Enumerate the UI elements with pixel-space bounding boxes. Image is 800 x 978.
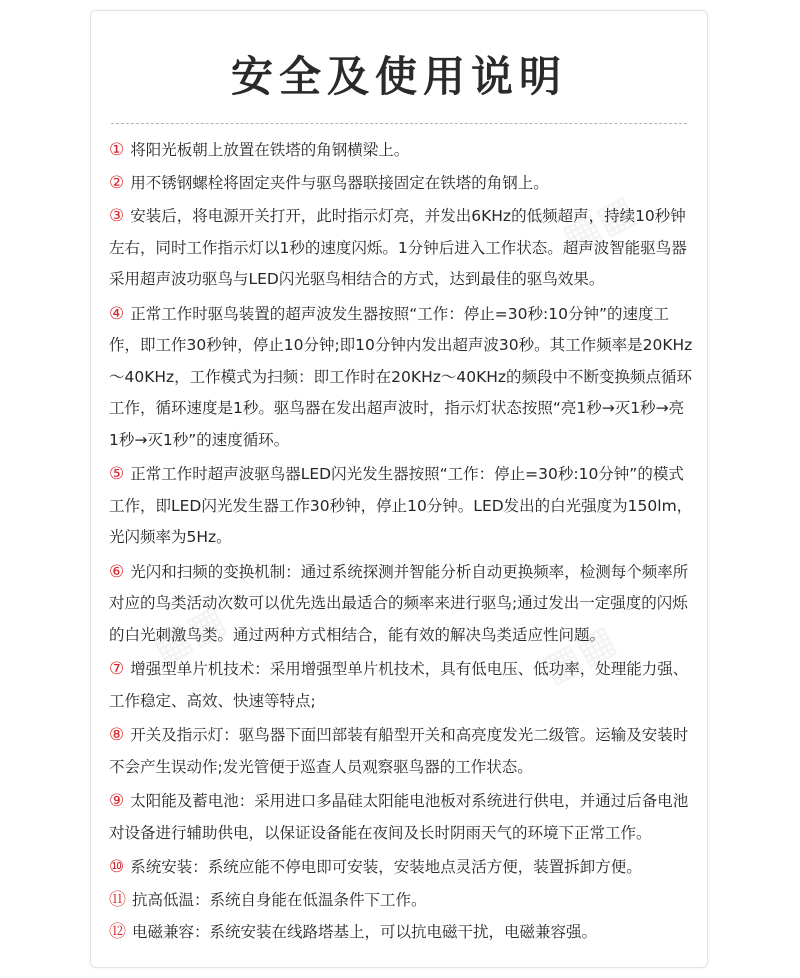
item-text: 安装后，将电源开关打开，此时指示灯亮，并发出6KHz的低频超声，持续10秒钟左右，同时工作指示灯以1秒的速度闪烁。1分钟后进入工作状态。超声波智能驱鸟器采用超声波功驱鸟与LED闪光驱鸟相结合的方式，达到最佳的驱鸟效果。 bbox=[109, 207, 687, 288]
item-number: ⑨ bbox=[109, 791, 125, 811]
item-text: 太阳能及蓄电池：采用进口多晶硅太阳能电池板对系统进行供电，并通过后备电池对设备进行辅助供电，以保证设备能在夜间及长时阴雨天气的环境下正常工作。 bbox=[109, 792, 689, 842]
list-item bbox=[109, 299, 693, 457]
watermark-logo: ▦▦ bbox=[554, 185, 643, 263]
item-number: ① bbox=[109, 140, 125, 160]
item-number: ⑦ bbox=[109, 659, 125, 679]
list-item bbox=[109, 852, 693, 884]
item-text: 正常工作时超声波驱鸟器LED闪光发生器按照“工作：停止=30秒:10分钟”的模式工作，即LED闪光发生器工作30秒钟，停止10分钟。LED发出的白光强度为150lm，光闪频率为5Hz。 bbox=[109, 465, 693, 546]
dashed-divider bbox=[111, 123, 687, 124]
item-text: 系统安装：系统应能不停电即可安装，安装地点灵活方便，装置拆卸方便。 bbox=[130, 858, 642, 876]
item-number: ⑤ bbox=[109, 464, 125, 484]
item-text: 用不锈钢螺栓将固定夹件与驱鸟器联接固定在铁塔的角钢上。 bbox=[130, 173, 549, 192]
instruction-list bbox=[109, 135, 693, 952]
watermark-logo: ▦▦ bbox=[534, 615, 623, 693]
item-text: 增强型单片机技术：采用增强型单片机技术，具有低电压、低功率，处理能力强、工作稳定、高效、快速等特点; bbox=[109, 660, 689, 710]
item-number: ④ bbox=[109, 303, 125, 324]
page-title: 安全及使用说明 bbox=[230, 52, 567, 101]
item-text: 光闪和扫频的变换机制：通过系统探测并智能分析自动更换频率，检测每个频率所对应的鸟类活动次数可以优先选出最适合的频率来进行驱鸟;通过发出一定强度的闪烁的白光刺激鸟类。通过两种方式相结合，能有效的解决鸟类适应性问题。 bbox=[109, 562, 689, 644]
watermark-logo: ▦▦ bbox=[144, 595, 233, 673]
item-text: 正常工作时驱鸟装置的超声波发生器按照“工作：停止=30秒:10分钟”的速度工作，即工作30秒钟，停止10分钟;即10分钟内发出超声波30秒。其工作频率是20KHz～40KHz，工作模式为扫频：即工作时在20KHz～40KHz的频段中不断变换频点循环工作，循环速度是1秒。驱鸟器在发出超声波时，指示灯状态按照“亮1秒→灭1秒→亮1秒→灭1秒”的速度循环。 bbox=[109, 304, 693, 449]
list-item bbox=[109, 459, 693, 554]
item-number: ⑪ bbox=[109, 889, 126, 910]
list-item bbox=[109, 557, 693, 652]
list-item bbox=[109, 168, 693, 200]
list-item bbox=[109, 201, 693, 296]
list-item bbox=[109, 786, 693, 849]
item-number: ③ bbox=[109, 206, 125, 226]
item-text: 将阳光板朝上放置在铁塔的角钢横梁上。 bbox=[130, 141, 410, 159]
list-item bbox=[109, 917, 693, 949]
item-text: 开关及指示灯：驱鸟器下面凹部装有船型开关和高亮度发光二级管。运输及安装时不会产生误动作;发光管便于巡查人员观察驱鸟器的工作状态。 bbox=[109, 726, 689, 776]
item-number: ⑧ bbox=[109, 725, 125, 745]
list-item bbox=[109, 654, 693, 717]
list-item bbox=[109, 135, 693, 167]
item-text: 抗高低温：系统自身能在低温条件下工作。 bbox=[132, 890, 427, 909]
list-item bbox=[109, 720, 693, 783]
list-item bbox=[109, 885, 693, 917]
instructions-card bbox=[90, 10, 708, 968]
item-number: ⑩ bbox=[109, 857, 125, 877]
item-number: ② bbox=[109, 172, 125, 193]
item-number: ⑫ bbox=[109, 922, 126, 942]
item-text: 电磁兼容：系统安装在线路塔基上，可以抗电磁干扰，电磁兼容强。 bbox=[132, 923, 598, 941]
item-number: ⑥ bbox=[109, 561, 125, 582]
